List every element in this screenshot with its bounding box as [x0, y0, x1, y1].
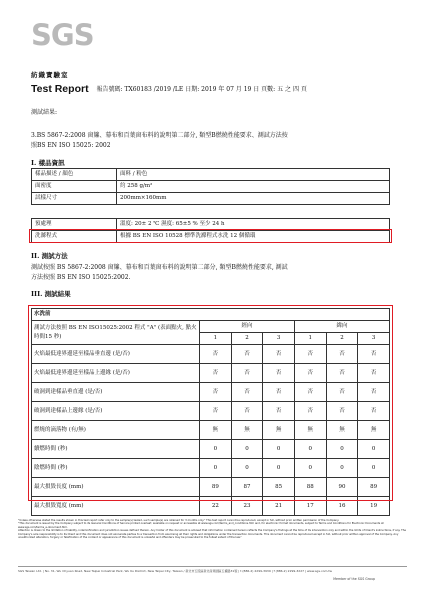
result-value: 否 [358, 383, 390, 402]
wash-label: 洗滌程式 [32, 231, 117, 243]
sample-info-table [31, 168, 390, 205]
result-value: 0 [200, 459, 232, 478]
result-value: 否 [263, 364, 295, 383]
result-value: 否 [263, 402, 295, 421]
result-label: 續燃時間 (秒) [32, 440, 200, 459]
pretreat-label: 預處理 [32, 219, 117, 231]
result-value: 否 [263, 383, 295, 402]
result-value: 無 [231, 421, 263, 440]
sample-number: 2 [231, 333, 263, 345]
result-value: 否 [358, 364, 390, 383]
result-value: 否 [200, 345, 232, 364]
report-no: TX60183 /2019 /LE [124, 86, 184, 93]
pretreat-value: 溫度: 20± 2 ℃ 濕度: 65±5 % 至少 24 h [117, 219, 390, 231]
sample-number: 3 [358, 333, 390, 345]
table-cell: 試樣尺寸 [32, 193, 117, 205]
result-value: 否 [358, 402, 390, 421]
result-value: 87 [231, 478, 263, 497]
result-value: 無 [263, 421, 295, 440]
sgs-logo: SGS [31, 18, 94, 52]
result-value: 88 [294, 478, 326, 497]
result-label: 陰燃時間 (秒) [32, 459, 200, 478]
result-value: 21 [263, 497, 295, 516]
result-label: 火焰最低達界邊延至樣品垂直邊 (是/否) [32, 345, 200, 364]
sample-number: 1 [294, 333, 326, 345]
result-value: 22 [200, 497, 232, 516]
result-value: 否 [294, 383, 326, 402]
test-report-title: Test Report [31, 83, 89, 95]
result-value: 否 [231, 364, 263, 383]
result-value: 85 [263, 478, 295, 497]
result-value: 否 [200, 383, 232, 402]
result-value: 否 [326, 364, 358, 383]
footer-address: SGS Taiwan Ltd. | No. 31, Wu Chyuan Road, New Taipei Industrial Park, Wu Ku District, New Taipei City, Taiwan / 新北市五股區新北產業園區五權路31號 | t (886-2) 2299-3939 | f (886-2) 2299-3227 | www.sgs.com.tw [18, 569, 332, 573]
method2-line-1: 測試按照 BS 5867-2:2008 窗簾、幕布和百葉窗布料的說明第二部分, 類型B燃燒性能要求, 測試 [31, 264, 288, 271]
footer-line: "This document is issued by the Company subject to its General Conditions of Service printed overleaf, available on request or accessible at www.sgs.com/terms_and_conditions.htm and, for electronic format documents, subject to Terms and Conditions for Electronic Documents at www.sgs.com/terms_e-document.htm. [18, 522, 384, 529]
method-cell: 測試方法按照 BS EN ISO15025:2002 程式 "A" (表面點火, 點火時間15 秒) [32, 321, 200, 345]
warp-header: 經向 [200, 321, 295, 333]
footer-disclaimer [18, 519, 406, 539]
page-number: 五 之 四 頁 [277, 86, 307, 93]
result-value: 否 [231, 402, 263, 421]
table-cell: 面料 / 粉色 [117, 169, 390, 181]
result-value: 0 [358, 459, 390, 478]
result-value: 90 [326, 478, 358, 497]
result-value: 89 [358, 478, 390, 497]
report-date: 2019 年 07 月 19 日 [201, 86, 260, 93]
result-value: 19 [358, 497, 390, 516]
result-value: 0 [263, 459, 295, 478]
result-value: 無 [200, 421, 232, 440]
result-value: 0 [263, 440, 295, 459]
result-value: 否 [358, 345, 390, 364]
result-value: 無 [294, 421, 326, 440]
footer-line: Attention is drawn to the limitation of liability, indemnification and jurisdiction issues defined therein. Any holder of this document is advised that information contained hereon reflects the Company's findings at the time of its intervention only and within the limits of Client's instructions, if any. The Company's sole responsibility is to its Client and this document does not exonerate parties to a transaction from exercising all their rights and obligations under the transaction documents. This document cannot be reproduced except in full, without prior written approval of the Company. Any unauthorized alteration, forgery or falsification of the content or appearance of this document is unlawful and offenders may be prosecuted to the fullest extent of the law." [18, 529, 406, 540]
result-value: 否 [294, 345, 326, 364]
result-value: 0 [231, 459, 263, 478]
method2-line-2: 方法按照 BS EN ISO 15025:2002. [31, 274, 131, 281]
footer-divider [18, 566, 407, 567]
result-value: 0 [294, 459, 326, 478]
method-line-2: 照BS EN ISO 15025: 2002 [31, 142, 111, 149]
result-label: 最大損毀長度 (mm) [32, 478, 200, 497]
result-label: 破洞到達樣品上邊緣 (是/否) [32, 402, 200, 421]
result-value: 16 [326, 497, 358, 516]
result-value: 否 [263, 345, 295, 364]
group-label: 水洗前 [32, 309, 390, 321]
result-value: 0 [326, 459, 358, 478]
section-sample-info: I. 樣品資訊 [31, 159, 65, 167]
table-row [32, 181, 390, 193]
highlight-results [28, 305, 393, 501]
date-label: 日期: [185, 86, 200, 93]
member-text: Member of the SGS Group [333, 577, 375, 581]
section-results: III. 測試結果 [31, 290, 71, 298]
lab-name: 紡織實驗室 [31, 71, 69, 79]
sample-number: 1 [200, 333, 232, 345]
result-value: 否 [231, 345, 263, 364]
page-label: 頁數: [261, 86, 276, 93]
sample-number: 2 [326, 333, 358, 345]
table-cell: 200mm×160mm [117, 193, 390, 205]
footer-line: "Unless otherwise stated the results shown in this test report refer only to the sample(s) tested, such sample(s) are retained for 3 months only." This test report cannot be reproduced, except in full, without prior written permission of the Company. [18, 519, 340, 522]
table-cell: 約 258 g/m² [117, 181, 390, 193]
result-value: 23 [231, 497, 263, 516]
result-value: 否 [200, 364, 232, 383]
result-value: 無 [326, 421, 358, 440]
result-value: 0 [326, 440, 358, 459]
result-value: 無 [358, 421, 390, 440]
result-label: 破洞到達樣品垂直邊 (是/否) [32, 383, 200, 402]
table-row [32, 169, 390, 181]
result-value: 否 [326, 402, 358, 421]
result-value: 否 [326, 383, 358, 402]
result-value: 0 [358, 440, 390, 459]
highlight-wash-row [29, 229, 392, 243]
table-cell: 面密度 [32, 181, 117, 193]
result-value: 否 [294, 402, 326, 421]
result-heading: 測試結果: [31, 109, 58, 116]
result-value: 0 [200, 440, 232, 459]
table-cell: 樣品描述 / 顏色 [32, 169, 117, 181]
result-value: 否 [294, 364, 326, 383]
table-row [32, 193, 390, 205]
result-value: 否 [326, 345, 358, 364]
result-value: 0 [231, 440, 263, 459]
result-value: 0 [294, 440, 326, 459]
result-value: 否 [231, 383, 263, 402]
wash-value: 根據 BS EN ISO 10528 標準洗滌程式水洗 12 個循環 [117, 231, 390, 243]
report-header [31, 83, 401, 95]
result-label: 最大損毀寬度 (mm) [32, 497, 200, 516]
result-value: 17 [294, 497, 326, 516]
result-value: 89 [200, 478, 232, 497]
section-test-method: II. 測試方法 [31, 252, 68, 260]
weft-header: 緯向 [294, 321, 389, 333]
result-label: 燃燒的滴落物 (有/無) [32, 421, 200, 440]
report-no-label: 報告號碼: [96, 86, 123, 93]
result-label: 火焰最低達界邊延至樣品上邊緣 (是/否) [32, 364, 200, 383]
method-line-1: 3.BS 5867-2:2008 窗簾、幕布和百葉窗布料的說明第二部分, 類型B燃燒性能要求、測試方法按 [31, 132, 288, 139]
sample-number: 3 [263, 333, 295, 345]
result-value: 否 [200, 402, 232, 421]
